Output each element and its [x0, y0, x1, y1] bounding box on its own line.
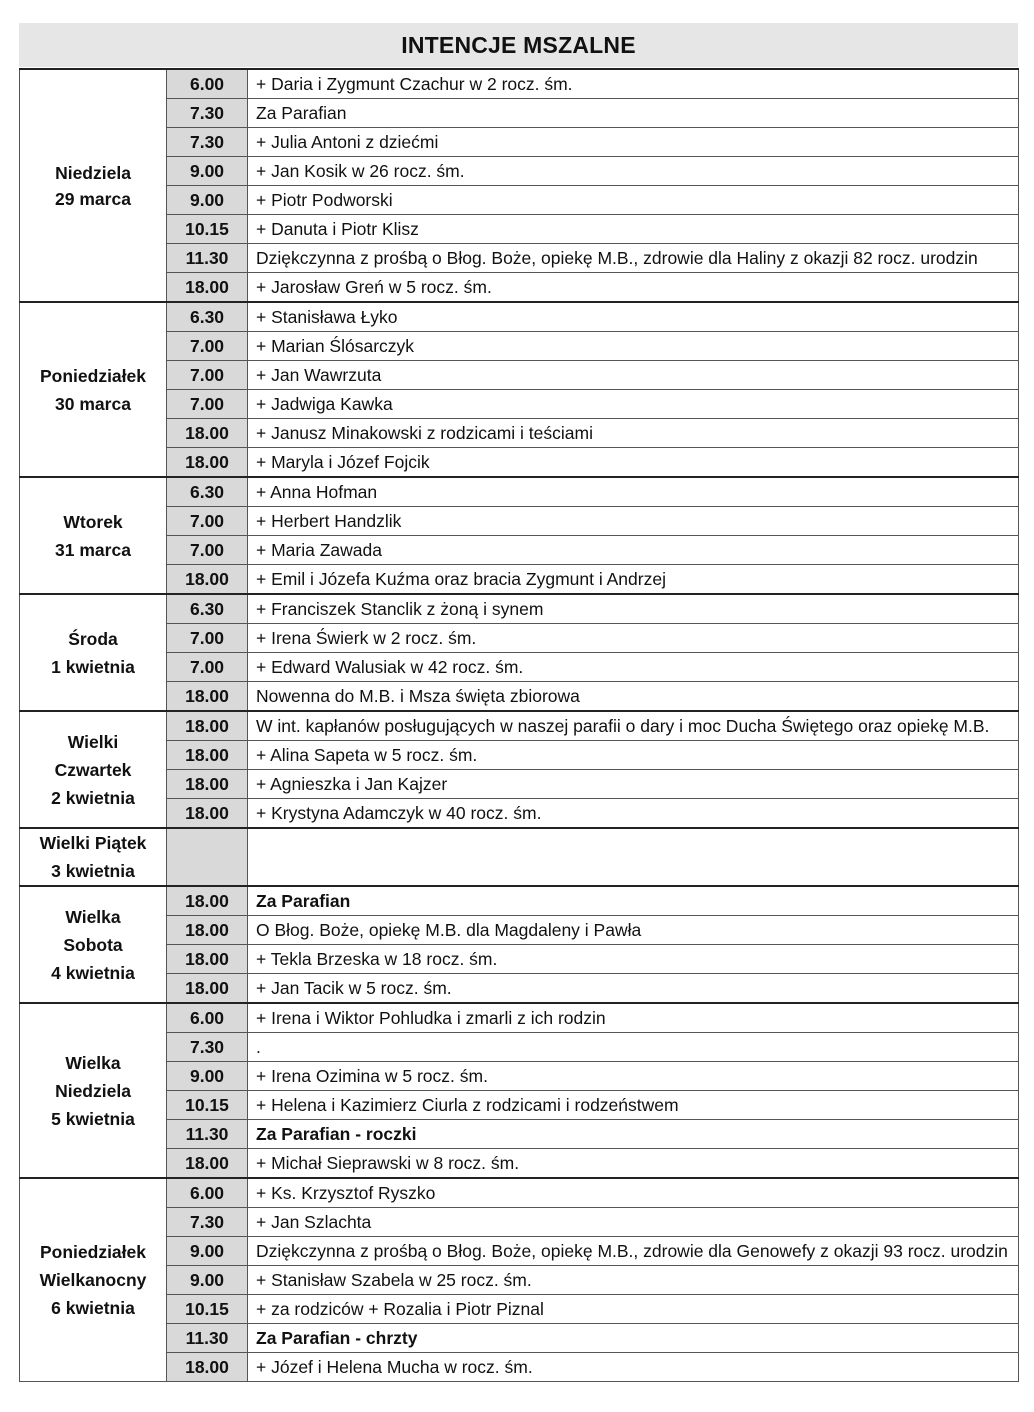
mass-row	[20, 215, 1019, 244]
page-title: INTENCJE MSZALNE	[19, 23, 1018, 67]
mass-time: 9.00	[167, 1266, 248, 1295]
mass-row	[20, 477, 1019, 507]
mass-row	[20, 536, 1019, 565]
mass-row	[20, 1324, 1019, 1353]
mass-intention: + Maria Zawada	[248, 536, 1019, 565]
mass-row	[20, 1003, 1019, 1033]
day-name: Sobota	[63, 934, 123, 955]
mass-intention: + Jarosław Greń w 5 rocz. śm.	[248, 273, 1019, 303]
mass-intention: Za Parafian	[248, 99, 1019, 128]
mass-time: 18.00	[167, 770, 248, 799]
day-name: Niedziela	[55, 162, 131, 183]
mass-intention: + Michał Sieprawski w 8 rocz. śm.	[248, 1149, 1019, 1179]
mass-row	[20, 1120, 1019, 1149]
mass-intention: .	[248, 1033, 1019, 1062]
mass-time: 7.00	[167, 624, 248, 653]
mass-intention: + Anna Hofman	[248, 477, 1019, 507]
mass-row	[20, 273, 1019, 303]
mass-intention: + Irena Ozimina w 5 rocz. śm.	[248, 1062, 1019, 1091]
mass-row	[20, 886, 1019, 916]
mass-time: 6.30	[167, 477, 248, 507]
mass-intention: Nowenna do M.B. i Msza święta zbiorowa	[248, 682, 1019, 712]
mass-intention: + Stanisława Łyko	[248, 302, 1019, 332]
mass-time: 6.00	[167, 1178, 248, 1208]
mass-row	[20, 916, 1019, 945]
mass-time: 18.00	[167, 448, 248, 478]
mass-intention: + Helena i Kazimierz Ciurla z rodzicami i rodzeństwem	[248, 1091, 1019, 1120]
mass-row	[20, 332, 1019, 361]
mass-time: 10.15	[167, 215, 248, 244]
mass-row	[20, 128, 1019, 157]
mass-row	[20, 1208, 1019, 1237]
day-name: Wielkanocny	[39, 1270, 147, 1290]
mass-time: 6.00	[167, 69, 248, 99]
day-name: Wielki	[67, 731, 119, 752]
mass-row	[20, 711, 1019, 741]
mass-intention: + Irena Świerk w 2 rocz. śm.	[248, 624, 1019, 653]
day-date: 30 marca	[55, 393, 131, 414]
day-cell	[20, 302, 167, 477]
day-name: Wtorek	[63, 511, 123, 532]
mass-time: 7.00	[167, 361, 248, 390]
mass-intention: + Jan Wawrzuta	[248, 361, 1019, 390]
mass-intention: + Emil i Józefa Kuźma oraz bracia Zygmunt i Andrzej	[248, 565, 1019, 595]
mass-row	[20, 653, 1019, 682]
day-name: Wielki Piątek	[39, 833, 147, 853]
day-cell	[20, 594, 167, 711]
day-cell	[20, 1178, 167, 1382]
mass-time: 6.30	[167, 594, 248, 624]
mass-time: 7.00	[167, 332, 248, 361]
day-name: Czwartek	[54, 759, 132, 780]
mass-time: 9.00	[167, 1062, 248, 1091]
mass-intention: + Irena i Wiktor Pohludka i zmarli z ich rodzin	[248, 1003, 1019, 1033]
mass-row	[20, 302, 1019, 332]
intentions-table	[19, 68, 1019, 1382]
mass-row	[20, 448, 1019, 478]
mass-row	[20, 1062, 1019, 1091]
mass-intention: + za rodziców + Rozalia i Piotr Piznal	[248, 1295, 1019, 1324]
mass-row	[20, 565, 1019, 595]
mass-row	[20, 1149, 1019, 1179]
mass-intention: + Danuta i Piotr Klisz	[248, 215, 1019, 244]
mass-row	[20, 1353, 1019, 1382]
mass-time: 18.00	[167, 273, 248, 303]
mass-row	[20, 1033, 1019, 1062]
mass-row	[20, 1266, 1019, 1295]
mass-intention: O Błog. Boże, opiekę M.B. dla Magdaleny i Pawła	[248, 916, 1019, 945]
mass-time: 9.00	[167, 1237, 248, 1266]
mass-intention: + Franciszek Stanclik z żoną i synem	[248, 594, 1019, 624]
mass-row	[20, 390, 1019, 419]
day-name: Niedziela	[55, 1080, 131, 1101]
mass-intention: Za Parafian - chrzty	[248, 1324, 1019, 1353]
mass-intention: + Daria i Zygmunt Czachur w 2 rocz. śm.	[248, 69, 1019, 99]
mass-time: 7.30	[167, 99, 248, 128]
mass-row	[20, 99, 1019, 128]
mass-intention: + Józef i Helena Mucha w rocz. śm.	[248, 1353, 1019, 1382]
mass-intention: + Tekla Brzeska w 18 rocz. śm.	[248, 945, 1019, 974]
day-cell	[20, 1003, 167, 1178]
mass-row	[20, 974, 1019, 1004]
mass-intention: Za Parafian - roczki	[248, 1120, 1019, 1149]
day-name: Poniedziałek	[39, 365, 146, 386]
day-date: 2 kwietnia	[51, 787, 135, 808]
mass-time: 18.00	[167, 886, 248, 916]
mass-row	[20, 186, 1019, 215]
day-name: Wielka	[65, 906, 121, 927]
mass-intention: + Stanisław Szabela w 25 rocz. śm.	[248, 1266, 1019, 1295]
mass-time: 18.00	[167, 1353, 248, 1382]
mass-time: 18.00	[167, 974, 248, 1004]
day-date: 29 marca	[55, 188, 131, 209]
mass-intention: + Jadwiga Kawka	[248, 390, 1019, 419]
mass-row	[20, 419, 1019, 448]
day-name: Środa	[68, 628, 118, 649]
mass-time: 18.00	[167, 916, 248, 945]
mass-intention: + Herbert Handzlik	[248, 507, 1019, 536]
mass-row	[20, 770, 1019, 799]
mass-row	[20, 594, 1019, 624]
mass-intention: + Agnieszka i Jan Kajzer	[248, 770, 1019, 799]
mass-intention: + Piotr Podworski	[248, 186, 1019, 215]
mass-intention: + Krystyna Adamczyk w 40 rocz. śm.	[248, 799, 1019, 829]
intentions-table-body	[20, 69, 1019, 1382]
mass-time: 18.00	[167, 419, 248, 448]
mass-intention: Dziękczynna z prośbą o Błog. Boże, opiekę M.B., zdrowie dla Genowefy z okazji 93 rocz. urodzin	[248, 1237, 1019, 1266]
mass-intention: + Marian Ślósarczyk	[248, 332, 1019, 361]
mass-time: 7.00	[167, 507, 248, 536]
mass-time: 9.00	[167, 157, 248, 186]
mass-intention: W int. kapłanów posługujących w naszej parafii o dary i moc Ducha Świętego oraz opiekę M.B.	[248, 711, 1019, 741]
mass-intention: + Julia Antoni z dziećmi	[248, 128, 1019, 157]
mass-time: 18.00	[167, 1149, 248, 1179]
day-date: 4 kwietnia	[51, 962, 135, 983]
day-cell	[20, 477, 167, 594]
mass-intention: Dziękczynna z prośbą o Błog. Boże, opiekę M.B., zdrowie dla Haliny z okazji 82 rocz. urodzin	[248, 244, 1019, 273]
mass-row	[20, 624, 1019, 653]
mass-row	[20, 244, 1019, 273]
mass-time: 7.30	[167, 128, 248, 157]
mass-time: 18.00	[167, 741, 248, 770]
day-date: 3 kwietnia	[51, 861, 135, 881]
day-cell	[20, 886, 167, 1003]
mass-row	[20, 682, 1019, 712]
mass-time: 7.00	[167, 536, 248, 565]
mass-time: 18.00	[167, 945, 248, 974]
mass-time: 7.30	[167, 1208, 248, 1237]
mass-time: 11.30	[167, 1120, 248, 1149]
mass-row	[20, 1237, 1019, 1266]
mass-row	[20, 507, 1019, 536]
mass-time: 10.15	[167, 1295, 248, 1324]
mass-time: 11.30	[167, 244, 248, 273]
mass-time: 9.00	[167, 186, 248, 215]
mass-row	[20, 741, 1019, 770]
mass-time: 7.30	[167, 1033, 248, 1062]
mass-row	[20, 1091, 1019, 1120]
mass-time: 7.00	[167, 653, 248, 682]
mass-time: 10.15	[167, 1091, 248, 1120]
day-cell	[20, 828, 167, 886]
day-name: Wielka	[65, 1052, 121, 1073]
day-date: 6 kwietnia	[51, 1298, 135, 1318]
mass-row	[20, 157, 1019, 186]
mass-intention: + Alina Sapeta w 5 rocz. śm.	[248, 741, 1019, 770]
day-date: 31 marca	[55, 539, 131, 560]
mass-intention: + Jan Tacik w 5 rocz. śm.	[248, 974, 1019, 1004]
mass-row	[20, 1295, 1019, 1324]
mass-row	[20, 69, 1019, 99]
mass-intention: + Janusz Minakowski z rodzicami i teściami	[248, 419, 1019, 448]
mass-intention: Za Parafian	[248, 886, 1019, 916]
mass-time: 6.30	[167, 302, 248, 332]
mass-time: 6.00	[167, 1003, 248, 1033]
day-date: 5 kwietnia	[51, 1108, 135, 1129]
mass-row	[20, 828, 1019, 886]
mass-row	[20, 945, 1019, 974]
mass-time	[167, 828, 248, 886]
day-cell	[20, 69, 167, 302]
mass-time: 11.30	[167, 1324, 248, 1353]
mass-time: 18.00	[167, 799, 248, 829]
mass-time: 18.00	[167, 711, 248, 741]
mass-time: 18.00	[167, 565, 248, 595]
mass-row	[20, 799, 1019, 829]
day-cell	[20, 711, 167, 828]
mass-time: 18.00	[167, 682, 248, 712]
mass-row	[20, 361, 1019, 390]
mass-intention	[248, 828, 1019, 886]
day-name: Poniedziałek	[39, 1242, 146, 1262]
mass-time: 7.00	[167, 390, 248, 419]
mass-row	[20, 1178, 1019, 1208]
day-date: 1 kwietnia	[51, 656, 135, 677]
mass-intention: + Ks. Krzysztof Ryszko	[248, 1178, 1019, 1208]
mass-intention: + Edward Walusiak w 42 rocz. śm.	[248, 653, 1019, 682]
mass-intention: + Jan Kosik w 26 rocz. śm.	[248, 157, 1019, 186]
mass-intention: + Maryla i Józef Fojcik	[248, 448, 1019, 478]
mass-intention: + Jan Szlachta	[248, 1208, 1019, 1237]
